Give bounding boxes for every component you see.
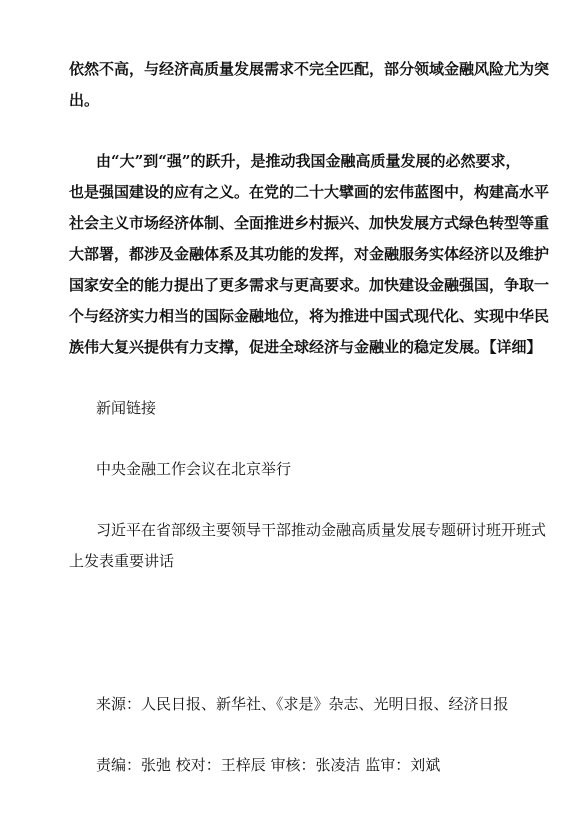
editor-credit: 责编：张弛 校对：王梓辰 审核：张凌洁 监审：刘斌 (96, 756, 441, 774)
article-para1-line1: 依然不高，与经济高质量发展需求不完全匹配，部分领域金融风险尤为突 (69, 60, 550, 78)
article-para2-line7-text: 族伟大复兴提供有力支撑，促进全球经济与金融业的稳定发展。 (69, 338, 490, 356)
article-para2-line6: 个与经济实力相当的国际金融地位，将为推进中国式现代化、实现中华民 (69, 307, 550, 325)
article-para2-line3: 社会主义市场经济体制、全面推进乡村振兴、加快发展方式绿色转型等重 (69, 214, 550, 232)
article-para2-line7 (69, 337, 542, 357)
article-para2-line4: 大部署，都涉及金融体系及其功能的发挥，对金融服务实体经济以及维护 (69, 245, 550, 263)
news-links-heading: 新闻链接 (96, 399, 157, 417)
source-credit: 来源：人民日报、新华社、《求是》杂志、光明日报、经济日报 (96, 695, 509, 713)
news-link-2-line1[interactable]: 习近平在省部级主要领导干部推动金融高质量发展专题研讨班开班式 (96, 521, 547, 539)
detail-link[interactable]: 【详细】 (489, 338, 542, 356)
article-para2-line1: 由“大”到“强”的跃升，是推动我国金融高质量发展的必然要求， (96, 152, 521, 170)
article-para2-line5: 国家安全的能力提出了更多需求与更高要求。加快建设金融强国，争取一 (69, 276, 550, 294)
news-link-1[interactable]: 中央金融工作会议在北京举行 (96, 460, 292, 478)
article-para2-line2: 也是强国建设的应有之义。在党的二十大擘画的宏伟蓝图中，构建高水平 (69, 183, 550, 201)
news-link-2-line2[interactable]: 上发表重要讲话 (69, 552, 175, 570)
article-para1-line2: 出。 (69, 91, 100, 109)
